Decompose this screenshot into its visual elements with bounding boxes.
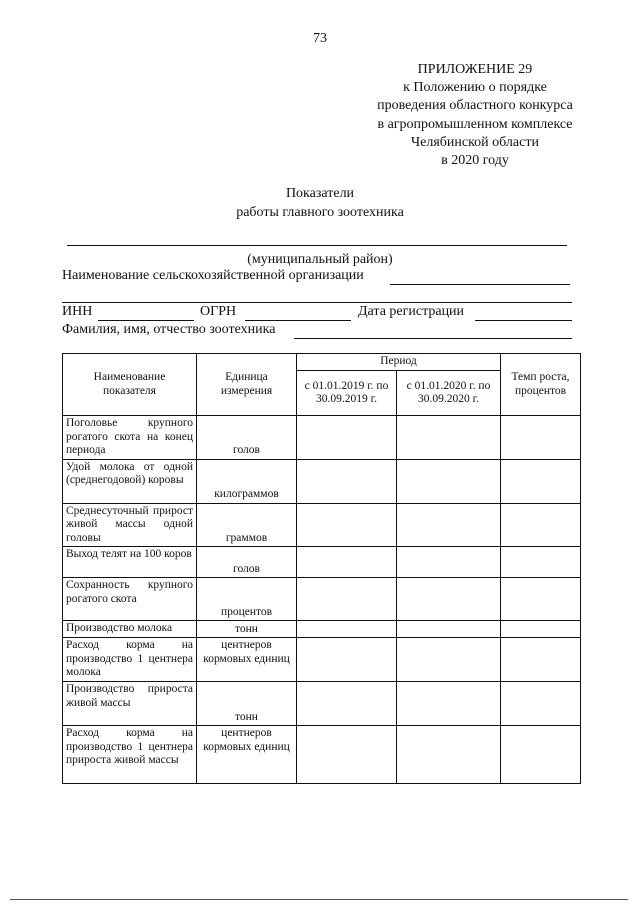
value-cell-2020[interactable]	[397, 578, 501, 621]
header-period: Период	[297, 354, 501, 371]
value-cell-2020[interactable]	[397, 547, 501, 578]
unit-cell: процентов	[197, 578, 297, 621]
indicators-table	[62, 353, 581, 784]
document-title	[0, 184, 640, 222]
value-cell-2019[interactable]	[297, 578, 397, 621]
table-row	[63, 682, 581, 726]
unit-cell: граммов	[197, 503, 297, 547]
table-row	[63, 416, 581, 460]
registration-date-input-line[interactable]	[475, 320, 572, 321]
unit-cell: центнеров кормовых единиц	[197, 638, 297, 682]
fio-input-line[interactable]	[294, 338, 572, 339]
appendix-line: к Положению о порядке	[403, 80, 547, 96]
table-row	[63, 503, 581, 547]
table-row	[63, 638, 581, 682]
table-row	[63, 459, 581, 503]
growth-cell[interactable]	[501, 578, 581, 621]
value-cell-2019[interactable]	[297, 459, 397, 503]
value-cell-2019[interactable]	[297, 503, 397, 547]
header-period-2019: с 01.01.2019 г. по 30.09.2019 г.	[297, 371, 397, 416]
unit-cell: килограммов	[197, 459, 297, 503]
indicator-cell: Расход корма на производство 1 центнера прироста живой массы	[63, 726, 197, 784]
title-line-1: Показатели	[285, 186, 355, 201]
ogrn-label: ОГРН	[200, 304, 237, 319]
unit-cell: голов	[197, 547, 297, 578]
unit-cell: тонн	[197, 682, 297, 726]
growth-cell[interactable]	[501, 726, 581, 784]
value-cell-2019[interactable]	[297, 416, 397, 460]
indicator-cell: Производство молока	[63, 621, 197, 638]
indicator-cell: Расход корма на производство 1 центнера молока	[63, 638, 197, 682]
value-cell-2019[interactable]	[297, 547, 397, 578]
inn-label: ИНН	[62, 304, 93, 319]
value-cell-2019[interactable]	[297, 682, 397, 726]
unit-cell: центнеров кормовых единиц	[197, 726, 297, 784]
indicator-cell: Среднесуточный прирост живой массы одной головы	[63, 503, 197, 547]
indicator-cell: Поголовье крупного рогатого скота на конец периода	[63, 416, 197, 460]
value-cell-2020[interactable]	[397, 638, 501, 682]
header-period-2020: с 01.01.2020 г. по 30.09.2020 г.	[397, 371, 501, 416]
value-cell-2019[interactable]	[297, 638, 397, 682]
appendix-line: в агропромышленном комплексе	[377, 116, 573, 132]
indicator-cell: Производство прироста живой массы	[63, 682, 197, 726]
indicator-cell: Выход телят на 100 коров	[63, 547, 197, 578]
org-input-line[interactable]	[390, 284, 570, 285]
header-unit: Единица измерения	[197, 354, 297, 416]
org-input-line-2[interactable]	[62, 302, 572, 303]
value-cell-2019[interactable]	[297, 621, 397, 638]
org-label: Наименование сельскохозяйственной организации	[62, 268, 364, 283]
growth-cell[interactable]	[501, 459, 581, 503]
table-row	[63, 726, 581, 784]
appendix-line: проведения областного конкурса	[377, 98, 573, 114]
growth-cell[interactable]	[501, 503, 581, 547]
registration-date-label: Дата регистрации	[358, 304, 465, 319]
growth-cell[interactable]	[501, 416, 581, 460]
district-blank-line[interactable]	[67, 245, 567, 246]
unit-cell: тонн	[197, 621, 297, 638]
value-cell-2019[interactable]	[297, 726, 397, 784]
growth-cell[interactable]	[501, 682, 581, 726]
header-indicator: Наименование показателя	[63, 354, 197, 416]
indicator-cell: Удой молока от одной (среднегодовой) коровы	[63, 459, 197, 503]
header-growth: Темп роста, процентов	[501, 354, 581, 416]
inn-input-line[interactable]	[98, 320, 194, 321]
fio-label: Фамилия, имя, отчество зоотехника	[62, 322, 276, 337]
value-cell-2020[interactable]	[397, 726, 501, 784]
district-caption: (муниципальный район)	[247, 252, 393, 267]
value-cell-2020[interactable]	[397, 416, 501, 460]
page-bottom-rule	[10, 899, 628, 900]
table-row	[63, 578, 581, 621]
title-line-2: работы главного зоотехника	[236, 205, 404, 220]
value-cell-2020[interactable]	[397, 621, 501, 638]
table-row	[63, 547, 581, 578]
page-number: 73	[313, 31, 327, 46]
ogrn-input-line[interactable]	[245, 320, 351, 321]
table-row	[63, 621, 581, 638]
growth-cell[interactable]	[501, 547, 581, 578]
value-cell-2020[interactable]	[397, 682, 501, 726]
value-cell-2020[interactable]	[397, 503, 501, 547]
appendix-block	[330, 61, 620, 170]
unit-cell: голов	[197, 416, 297, 460]
indicator-cell: Сохранность крупного рогатого скота	[63, 578, 197, 621]
growth-cell[interactable]	[501, 638, 581, 682]
appendix-title: ПРИЛОЖЕНИЕ 29	[417, 62, 533, 77]
appendix-line: Челябинской области	[411, 134, 539, 150]
appendix-line: в 2020 году	[441, 153, 509, 169]
growth-cell[interactable]	[501, 621, 581, 638]
value-cell-2020[interactable]	[397, 459, 501, 503]
